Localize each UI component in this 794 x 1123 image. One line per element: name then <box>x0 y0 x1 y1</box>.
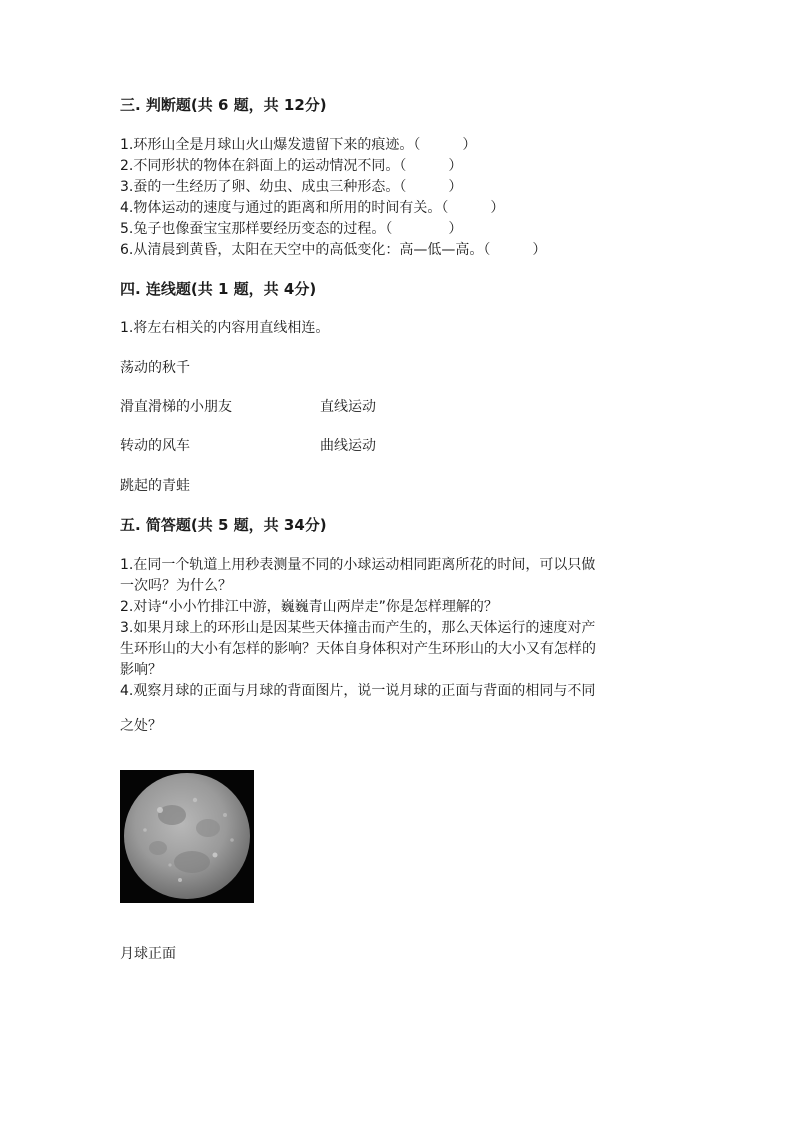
matching-question: 1.将左右相关的内容用直线相连。 <box>120 320 330 336</box>
short-answer-line-5: 生环形山的大小有怎样的影响？天体自身体积对产生环形山的大小又有怎样的 <box>120 641 596 657</box>
section-5-title: 五. 简答题(共 5 题，共 34分) <box>120 516 327 534</box>
true-false-item-5: 5.兔子也像蚕宝宝那样要经历变态的过程。（ ） <box>120 221 463 237</box>
short-answer-line-1: 1.在同一个轨道上用秒表测量不同的小球运动相同距离所花的时间，可以只做 <box>120 557 596 573</box>
section-4-title: 四. 连线题(共 1 题，共 4分) <box>120 280 317 298</box>
moon-image-caption: 月球正面 <box>120 946 176 962</box>
true-false-item-6: 6.从清晨到黄昏，太阳在天空中的高低变化：高—低—高。（ ） <box>120 242 547 258</box>
short-answer-line-2: 一次吗？为什么？ <box>120 578 232 594</box>
short-answer-line-8: 之处？ <box>120 718 162 734</box>
short-answer-line-3: 2.对诗“小小竹排江中游，巍巍青山两岸走”你是怎样理解的？ <box>120 599 498 615</box>
true-false-item-4: 4.物体运动的速度与通过的距离和所用的时间有关。（ ） <box>120 200 505 216</box>
matching-left-item-1: 荡动的秋千 <box>120 360 190 376</box>
short-answer-line-4: 3.如果月球上的环形山是因某些天体撞击而产生的，那么天体运行的速度对产 <box>120 620 596 636</box>
true-false-item-3: 3.蚕的一生经历了卵、幼虫、成虫三种形态。（ ） <box>120 179 463 195</box>
matching-right-item-2: 曲线运动 <box>320 438 376 454</box>
matching-left-item-2: 滑直滑梯的小朋友 <box>120 399 232 415</box>
true-false-item-2: 2.不同形状的物体在斜面上的运动情况不同。（ ） <box>120 158 463 174</box>
short-answer-line-6: 影响？ <box>120 662 162 678</box>
section-3-title: 三. 判断题(共 6 题，共 12分) <box>120 96 327 114</box>
short-answer-line-7: 4.观察月球的正面与月球的背面图片，说一说月球的正面与背面的相同与不同 <box>120 683 596 699</box>
matching-right-item-1: 直线运动 <box>320 399 376 415</box>
moon-illustration <box>120 770 254 903</box>
true-false-item-1: 1.环形山全是月球山火山爆发遗留下来的痕迹。（ ） <box>120 137 477 153</box>
matching-left-item-4: 跳起的青蛙 <box>120 478 190 494</box>
matching-left-item-3: 转动的风车 <box>120 438 190 454</box>
moon-near-side-image <box>120 770 254 903</box>
